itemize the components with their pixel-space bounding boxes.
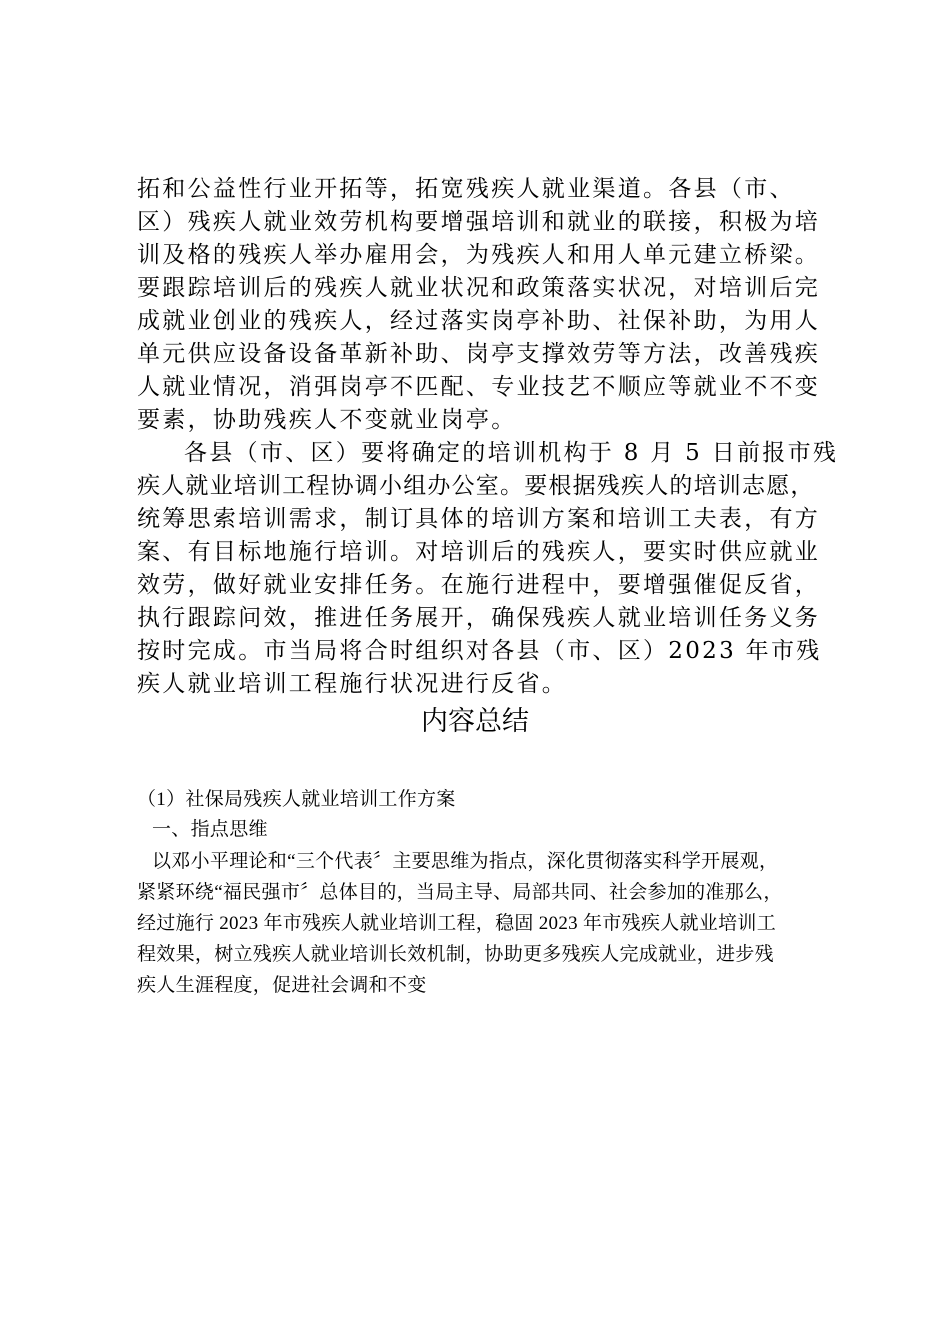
summary-line: 程效果，树立残疾人就业培训长效机制，协助更多残疾人完成就业，进步残 <box>137 944 774 965</box>
text-line: 人就业情况，消弭岗亭不匹配、专业技艺不顺应等就业不不变 <box>137 374 821 400</box>
text-line: 训及格的残疾人举办雇用会，为残疾人和用人单元建立桥梁。 <box>137 242 821 268</box>
text-line: 区）残疾人就业效劳机构要增强培训和就业的联接，积极为培 <box>137 209 821 235</box>
summary-line: （1）社保局残疾人就业培训工作方案 <box>137 789 456 810</box>
summary-heading: 内容总结 <box>421 706 529 737</box>
summary-line: 一、指点思维 <box>152 819 268 840</box>
text-line: 拓和公益性行业开拓等，拓宽残疾人就业渠道。各县（市、 <box>137 176 795 202</box>
summary-line: 以邓小平理论和“三个代表〞主要思维为指点，深化贯彻落实科学开展观， <box>152 851 779 872</box>
text-line: 效劳，做好就业安排任务。在施行进程中，要增强催促反省， <box>137 572 821 598</box>
summary-line: 紧紧环绕“福民强市〞总体目的，当局主导、局部共同、社会参加的准那么， <box>137 882 783 903</box>
text-line: 疾人就业培训工程施行状况进行反省。 <box>137 671 568 697</box>
text-line: 按时完成。市当局将合时组织对各县（市、区）2023 年市残 <box>137 638 822 664</box>
summary-line: 疾人生涯程度，促进社会调和不变 <box>137 975 427 996</box>
text-line: 各县（市、区）要将确定的培训机构于 8 月 5 日前报市残 <box>184 440 839 466</box>
summary-line: 经过施行 2023 年市残疾人就业培训工程，稳固 2023 年市残疾人就业培训工 <box>137 913 777 934</box>
text-line: 成就业创业的残疾人，经过落实岗亭补助、社保补助，为用人 <box>137 308 821 334</box>
text-line: 执行跟踪问效，推进任务展开，确保残疾人就业培训任务义务 <box>137 605 821 631</box>
text-line: 要跟踪培训后的残疾人就业状况和政策落实状况，对培训后完 <box>137 275 821 301</box>
text-line: 要素，协助残疾人不变就业岗亭。 <box>137 407 517 433</box>
text-line: 统筹思索培训需求，制订具体的培训方案和培训工夫表，有方 <box>137 506 821 532</box>
text-line: 案、有目标地施行培训。对培训后的残疾人，要实时供应就业 <box>137 539 821 565</box>
text-line: 单元供应设备设备革新补助、岗亭支撑效劳等方法，改善残疾 <box>137 341 821 367</box>
text-line: 疾人就业培训工程协调小组办公室。要根据残疾人的培训志愿， <box>137 473 815 499</box>
